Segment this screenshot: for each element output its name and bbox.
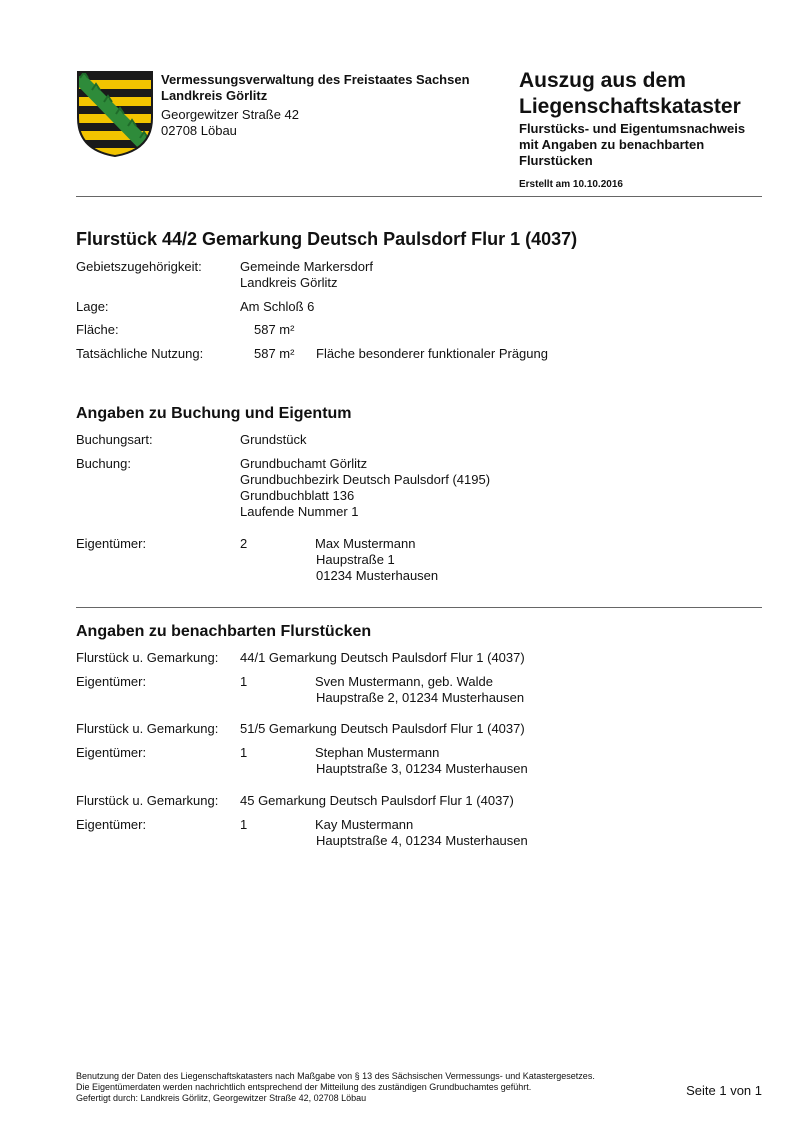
- neighbor-parcel-label: Flurstück u. Gemarkung:: [76, 721, 219, 736]
- section-divider: [76, 607, 762, 608]
- doc-title-line2: Liegenschaftskataster: [519, 95, 741, 118]
- neighbor-owner-number: 1: [240, 674, 248, 689]
- created-date: Erstellt am 10.10.2016: [519, 179, 623, 190]
- doc-subtitle-line1: Flurstücks- und Eigentumsnachweis: [519, 121, 746, 136]
- neighbor-owner-address: Hauptstraße 3, 01234 Musterhausen: [316, 761, 528, 776]
- usage-value: Fläche besonderer funktionaler Prägung: [316, 346, 548, 361]
- area-label: Fläche:: [76, 322, 119, 337]
- neighbor-parcel-value: 51/5 Gemarkung Deutsch Paulsdorf Flur 1 (4037): [240, 721, 525, 736]
- booking-label: Buchung:: [76, 456, 131, 471]
- booking-type-value: Grundstück: [240, 432, 307, 447]
- usage-area: 587 m²: [254, 346, 295, 361]
- neighbor-owner-name: Sven Mustermann, geb. Walde: [315, 674, 493, 689]
- booking-heading: Angaben zu Buchung und Eigentum: [76, 405, 352, 422]
- neighbor-parcel-label: Flurstück u. Gemarkung:: [76, 650, 219, 665]
- org-street: Georgewitzer Straße 42: [161, 107, 300, 122]
- owner-street: Haupstraße 1: [316, 552, 395, 567]
- doc-title-line1: Auszug aus dem: [519, 69, 686, 92]
- area-membership-line2: Landkreis Görlitz: [240, 275, 338, 290]
- owner-name: Max Mustermann: [315, 536, 416, 551]
- neighbor-owner-address: Hauptstraße 4, 01234 Musterhausen: [316, 833, 528, 848]
- neighbor-owner-number: 1: [240, 817, 248, 832]
- area-membership-label: Gebietszugehörigkeit:: [76, 259, 202, 274]
- neighbor-parcel-value: 44/1 Gemarkung Deutsch Paulsdorf Flur 1 (4037): [240, 650, 525, 665]
- page-number: Seite 1 von 1: [686, 1083, 762, 1098]
- doc-subtitle-line2: mit Angaben zu benachbarten: [519, 137, 705, 152]
- org-district: Landkreis Görlitz: [161, 88, 268, 103]
- neighbor-parcel-label: Flurstück u. Gemarkung:: [76, 793, 219, 808]
- doc-subtitle-line3: Flurstücken: [519, 153, 593, 168]
- org-name: Vermessungsverwaltung des Freistaates Sachsen: [161, 72, 470, 87]
- neighbor-parcel-value: 45 Gemarkung Deutsch Paulsdorf Flur 1 (4037): [240, 793, 514, 808]
- owner-number: 2: [240, 536, 248, 551]
- header-divider: [76, 196, 762, 197]
- neighbors-heading: Angaben zu benachbarten Flurstücken: [76, 623, 372, 640]
- neighbor-owner-address: Haupstraße 2, 01234 Musterhausen: [316, 690, 525, 705]
- neighbor-owner-name: Stephan Mustermann: [315, 745, 440, 760]
- area-value: 587 m²: [254, 322, 295, 337]
- booking-line3: Grundbuchblatt 136: [240, 488, 355, 503]
- parcel-heading: Flurstück 44/2 Gemarkung Deutsch Paulsdorf Flur 1 (4037): [76, 229, 578, 249]
- footer-line2: Die Eigentümerdaten werden nachrichtlich entsprechend der Mitteilung des zuständigen Grundbuchamtes geführt.: [76, 1082, 532, 1092]
- area-membership-line1: Gemeinde Markersdorf: [240, 259, 373, 274]
- neighbor-owner-number: 1: [240, 745, 248, 760]
- coat-of-arms-icon: [76, 70, 154, 158]
- location-value: Am Schloß 6: [240, 299, 315, 314]
- neighbor-owner-label: Eigentümer:: [76, 745, 147, 760]
- org-city: 02708 Löbau: [161, 123, 237, 138]
- location-label: Lage:: [76, 299, 109, 314]
- booking-line1: Grundbuchamt Görlitz: [240, 456, 368, 471]
- neighbor-owner-label: Eigentümer:: [76, 674, 147, 689]
- booking-line4: Laufende Nummer 1: [240, 504, 359, 519]
- owner-city: 01234 Musterhausen: [316, 568, 439, 583]
- booking-line2: Grundbuchbezirk Deutsch Paulsdorf (4195): [240, 472, 491, 487]
- neighbor-owner-name: Kay Mustermann: [315, 817, 414, 832]
- booking-type-label: Buchungsart:: [76, 432, 153, 447]
- owner-label: Eigentümer:: [76, 536, 147, 551]
- footer-line1: Benutzung der Daten des Liegenschaftskatasters nach Maßgabe von § 13 des Sächsischen Vermessungs- und Katastergesetzes.: [76, 1071, 595, 1081]
- neighbor-owner-label: Eigentümer:: [76, 817, 147, 832]
- footer-line3: Gefertigt durch: Landkreis Görlitz, Georgewitzer Straße 42, 02708 Löbau: [76, 1093, 367, 1103]
- usage-label: Tatsächliche Nutzung:: [76, 346, 204, 361]
